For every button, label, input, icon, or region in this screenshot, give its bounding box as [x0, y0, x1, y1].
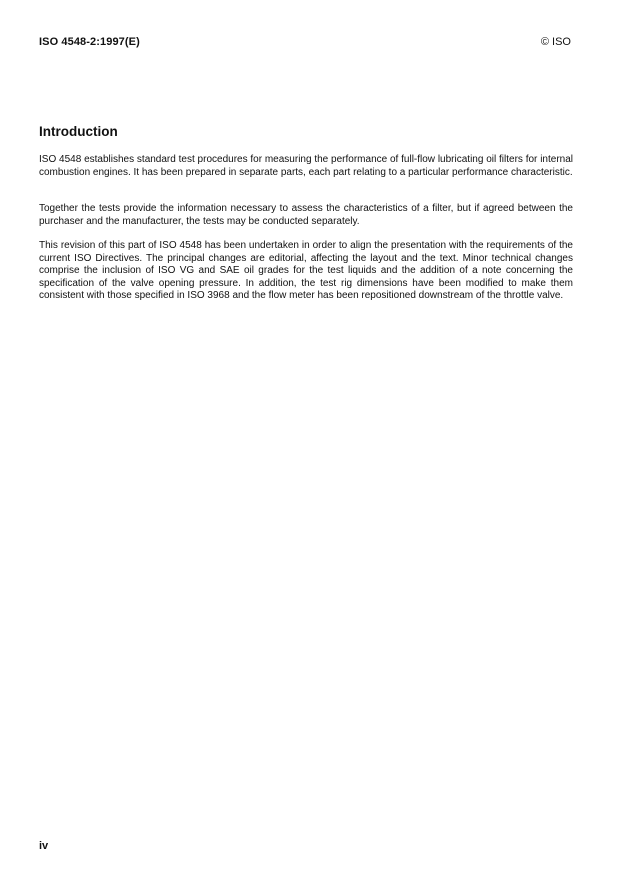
- section-title: Introduction: [39, 124, 118, 139]
- page-number: iv: [39, 840, 49, 852]
- paragraph-3: This revision of this part of ISO 4548 has been undertaken in order to align the presentation with the requirements of the current ISO Directives. The principal changes are editorial, affecting the layout and the text. Minor technical changes comprise the inclusion of ISO VG and SAE oil grades for the test liquids and the addition of a note concerning the specification of the valve opening pressure. In addition, the test rig dimensions have been modified to make them consistent with those specified in ISO 3968 and the flow meter has been repositioned downstream of the throttle valve.: [39, 240, 573, 301]
- paragraph-1: ISO 4548 establishes standard test procedures for measuring the performance of full-flow lubricating oil filters for internal combustion engines. It has been prepared in separate parts, each part relating to a particular performance characteristic.: [39, 154, 573, 178]
- document-id: ISO 4548-2:1997(E): [39, 36, 140, 48]
- copyright-notice: © ISO: [540, 36, 571, 48]
- paragraph-2: Together the tests provide the information necessary to assess the characteristics of a filter, but if agreed between the purchaser and the manufacturer, the tests may be conducted separately.: [39, 203, 573, 227]
